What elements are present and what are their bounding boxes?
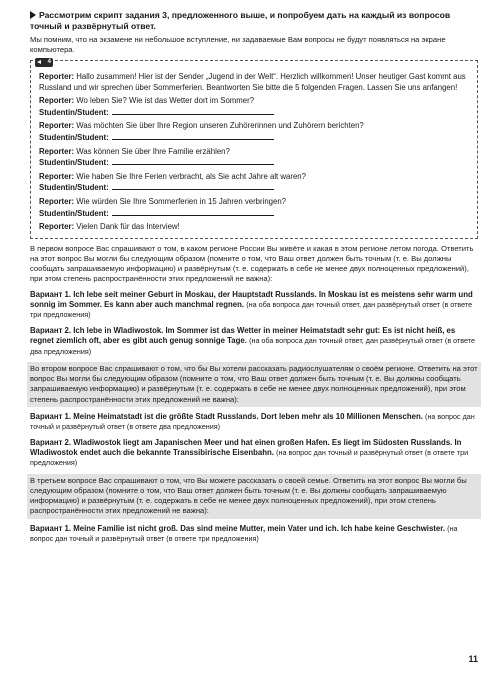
reporter-question xyxy=(39,96,471,107)
reporter-question xyxy=(39,147,471,158)
reporter-opening xyxy=(39,72,471,93)
student-answer-line xyxy=(39,182,471,194)
reporter-closing xyxy=(39,222,471,233)
answer-blank xyxy=(112,132,274,140)
variant-label: Вариант 2. xyxy=(30,437,72,447)
intro-text: Мы помним, что на экзамене ни небольшое вступление, ни задаваемые Вам вопросы не будут появляться на экране компьютера. xyxy=(30,35,446,54)
answer-variant xyxy=(30,438,478,469)
speaker-label: Reporter: xyxy=(39,222,75,232)
student-label: Studentin/Student: xyxy=(39,183,109,193)
variant-label: Вариант 1. xyxy=(30,523,72,533)
speaker-label: Reporter: xyxy=(39,146,75,156)
answer-blank xyxy=(112,182,274,190)
speaker-label: Reporter: xyxy=(39,171,75,181)
speaker-label: Reporter: xyxy=(39,96,75,106)
student-answer-line xyxy=(39,208,471,220)
answer-variant xyxy=(30,524,478,545)
reporter-question xyxy=(39,197,471,208)
page-content xyxy=(30,10,478,544)
reporter-text: Hallo zusammen! Hier ist der Sender „Jugend in der Welt“. Herzlich willkommen! Unser heutiger Gast kommt aus Russland und wir sprechen über Sommerferien. Beantworten Sie bitte die 5 folgenden Fragen. Lassen Sie uns anfangen! xyxy=(39,72,466,92)
audio-track-badge xyxy=(35,58,53,67)
answer-variant xyxy=(30,290,478,321)
student-answer-line xyxy=(39,132,471,144)
dialog-box xyxy=(30,60,478,239)
answer-variant xyxy=(30,326,478,357)
variant-answer: Ich lebe seit meiner Geburt in Moskau, der Hauptstadt Russlands. In Moskau ist es meistens sehr warm und sonnig im Sommer. Es kann aber auch manchmal regnen. xyxy=(30,289,473,309)
variant-note: (на вопрос дан точный и развёрнутый ответ (в ответе три предложения) xyxy=(30,448,469,468)
variant-note: (на оба вопроса дан точный ответ, дан развёрнутый ответ (в ответе два предложения) xyxy=(30,336,475,356)
question-text: Wie haben Sie Ihre Ferien verbracht, als Sie acht Jahre alt waren? xyxy=(76,171,306,181)
variant-label: Вариант 1. xyxy=(30,411,72,421)
explanation-paragraph: В третьем вопросе Вас спрашивают о том, что Вы можете рассказать о своей семье. Ответить на этот вопрос Вы могли бы следующим образом (помните о том, что Ваш ответ должен быть точным (т. е. Вы должны сообщать запрашиваемую информацию) и развёрнутым (т. е. содержать в себе не менее двух полноценных предложений), при этом степень распространённости этих предложений не важна): xyxy=(27,474,481,519)
question-text: Was möchten Sie über Ihre Region unseren Zuhörerinnen und Zuhörern berichten? xyxy=(76,121,364,131)
variant-note: (на оба вопроса дан точный ответ, дан развёрнутый ответ (в ответе три предложения) xyxy=(30,299,473,320)
reporter-question xyxy=(39,172,471,183)
reporter-question xyxy=(39,121,471,132)
speaker-label: Reporter: xyxy=(39,72,75,81)
triangle-bullet-icon xyxy=(30,11,36,19)
page-number: 11 xyxy=(468,654,478,664)
answer-blank xyxy=(112,208,274,216)
variant-label: Вариант 2. xyxy=(30,325,72,335)
task-heading xyxy=(30,10,478,32)
question-text: Wie würden Sie Ihre Sommerferien in 15 Jahren verbringen? xyxy=(76,196,287,206)
student-label: Studentin/Student: xyxy=(39,107,109,117)
student-answer-line xyxy=(39,157,471,169)
question-text: Wo leben Sie? Wie ist das Wetter dort im Sommer? xyxy=(76,96,255,106)
answer-blank xyxy=(112,107,274,115)
speaker-label: Reporter: xyxy=(39,196,75,206)
variant-note: (на вопрос дан точный и развёрнутый ответ (в ответе три предложения) xyxy=(30,523,458,544)
answer-variant xyxy=(30,412,478,433)
variant-answer: Meine Heimatstadt ist die größte Stadt Russlands. Dort leben mehr als 10 Millionen Menschen. xyxy=(73,411,423,421)
speaker-icon xyxy=(37,60,41,64)
answer-blank xyxy=(112,157,274,165)
explanation-paragraph: Во втором вопросе Вас спрашивают о том, что бы Вы хотели рассказать радиослушателям о своём регионе. Ответить на этот вопрос Вы могли бы следующим образом (помните о том, что Ваш ответ должен быть точным (т. е. Вы должны сообщать запрашиваемую информацию) и развёрнутым (т. е. содержать в себе не менее двух полноценных предложений), при этом степень распространённости этих предложений не важна): xyxy=(27,362,481,407)
student-answer-line xyxy=(39,107,471,119)
speaker-label: Reporter: xyxy=(39,121,75,131)
variant-answer: Ich lebe in Wladiwostok. Im Sommer ist das Wetter in meiner Heimatstadt sehr gut: Es ist nicht heiß, es regnet ziemlich oft, aber es gibt auch genug sonnige Tage. xyxy=(30,325,456,346)
student-label: Studentin/Student: xyxy=(39,132,109,142)
variant-label: Вариант 1. xyxy=(30,289,72,299)
variant-note: (на вопрос дан точный и развёрнутый ответ (в ответе два предложения) xyxy=(30,411,475,432)
audio-track-number: 4 xyxy=(47,59,51,65)
variant-answer: Meine Familie ist nicht groß. Das sind meine Mutter, mein Vater und ich. Ich habe keine Geschwister. xyxy=(73,523,445,533)
question-text: Was können Sie über Ihre Familie erzählen? xyxy=(76,146,230,156)
reporter-text: Vielen Dank für das Interview! xyxy=(76,222,180,232)
student-label: Studentin/Student: xyxy=(39,158,109,168)
variant-answer: Wladiwostok liegt am Japanischen Meer und hat einen großen Hafen. Es liegt im Südosten Russlands. In Wladiwostok endet auch die bekannte Transsibirische Eisenbahn. xyxy=(30,437,462,457)
task-heading-text: Рассмотрим скрипт задания 3, предложенного выше, и попробуем дать на каждый из вопросов точный и развёрнутый ответ. xyxy=(30,10,451,31)
student-label: Studentin/Student: xyxy=(39,208,109,218)
explanation-paragraph: В первом вопросе Вас спрашивают о том, в каком регионе России Вы живёте и какая в этом регионе летом погода. Ответить на этот вопрос Вы могли бы следующим образом (помните о том, что Ваш ответ должен быть точным (т. е. Вы должны сообщать запрашиваемую информацию) и развёрнутым (т. е. содержать в себе не менее двух полноценных предложений), при этом степень распространённости этих предложений не важна): xyxy=(30,243,474,284)
